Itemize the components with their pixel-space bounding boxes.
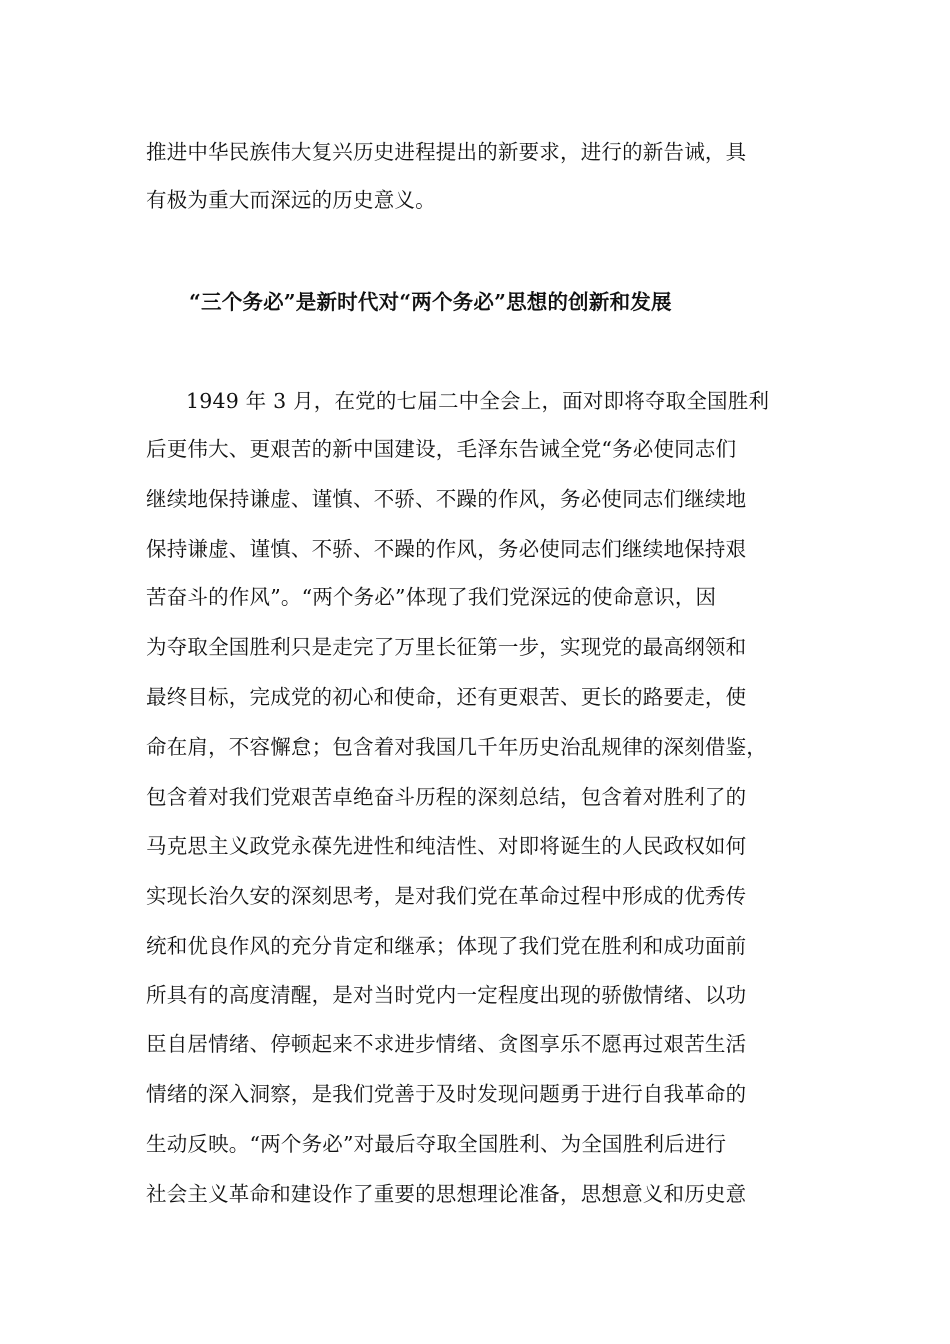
paragraph-line-8: 命在肩，不容懈怠；包含着对我国几千年历史治乱规律的深刻借鉴， [146, 735, 767, 759]
paragraph-line-14: 臣自居情绪、停顿起来不求进步情绪、贪图享乐不愿再过艰苦生活 [146, 1032, 747, 1056]
section-heading: “三个务必”是新时代对“两个务必”思想的创新和发展 [189, 290, 672, 314]
paragraph-line-11: 实现长治久安的深刻思考，是对我们党在革命过程中形成的优秀传 [146, 884, 747, 908]
intro-line-2: 有极为重大而深远的历史意义。 [146, 188, 436, 212]
paragraph-line-1: 1949 年 3 月，在党的七届二中全会上，面对即将夺取全国胜利 [186, 389, 770, 413]
paragraph-line-10: 马克思主义政党永葆先进性和纯洁性、对即将诞生的人民政权如何 [146, 834, 747, 858]
paragraph-line-17: 社会主义革命和建设作了重要的思想理论准备，思想意义和历史意 [146, 1182, 747, 1206]
paragraph-line-12: 统和优良作风的充分肯定和继承；体现了我们党在胜利和成功面前 [146, 934, 747, 958]
paragraph-line-13: 所具有的高度清醒，是对当时党内一定程度出现的骄傲情绪、以功 [146, 983, 747, 1007]
paragraph-line-16: 生动反映。“两个务必”对最后夺取全国胜利、为全国胜利后进行 [146, 1132, 727, 1156]
paragraph-line-9: 包含着对我们党艰苦卓绝奋斗历程的深刻总结，包含着对胜利了的 [146, 785, 747, 809]
paragraph-line-2: 后更伟大、更艰苦的新中国建设，毛泽东告诫全党“务必使同志们 [146, 437, 737, 461]
paragraph-line-6: 为夺取全国胜利只是走完了万里长征第一步，实现党的最高纲领和 [146, 635, 747, 659]
intro-line-1: 推进中华民族伟大复兴历史进程提出的新要求，进行的新告诫，具 [146, 140, 747, 164]
paragraph-line-4: 保持谦虚、谨慎、不骄、不躁的作风，务必使同志们继续地保持艰 [146, 537, 747, 561]
paragraph-line-7: 最终目标，完成党的初心和使命，还有更艰苦、更长的路要走，使 [146, 685, 747, 709]
paragraph-line-15: 情绪的深入洞察，是我们党善于及时发现问题勇于进行自我革命的 [146, 1082, 747, 1106]
paragraph-line-3: 继续地保持谦虚、谨慎、不骄、不躁的作风，务必使同志们继续地 [146, 487, 747, 511]
paragraph-line-5: 苦奋斗的作风”。“两个务必”体现了我们党深远的使命意识，因 [146, 585, 717, 609]
